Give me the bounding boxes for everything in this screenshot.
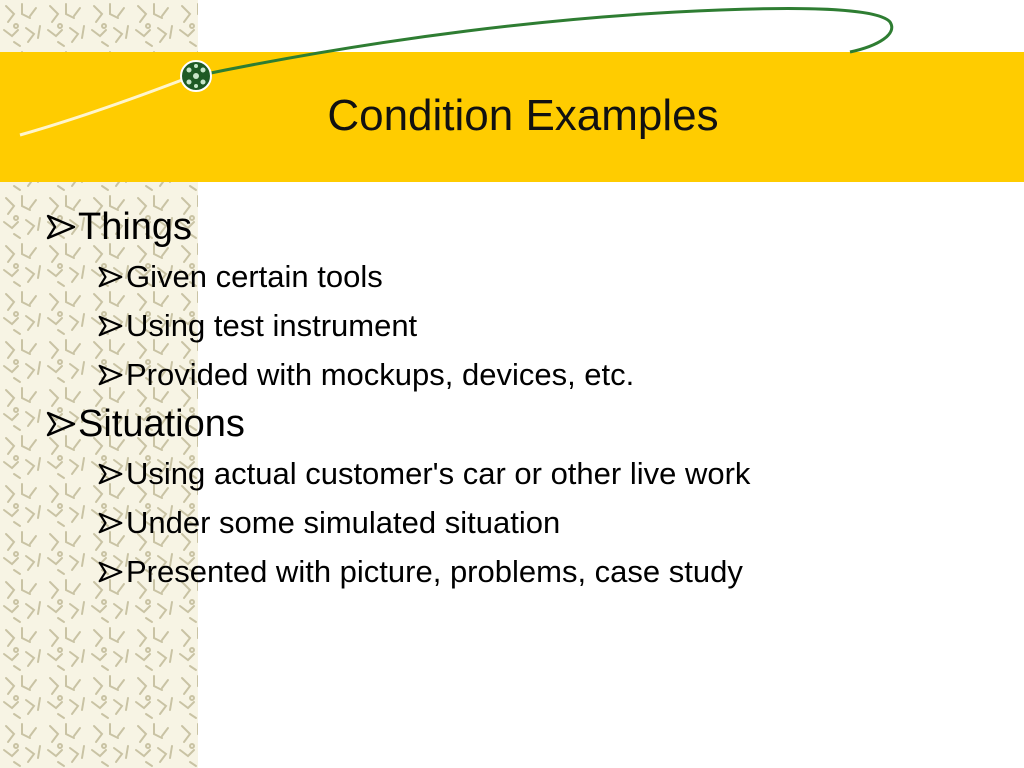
sub-bullet-under-simulated-situation <box>98 498 1006 547</box>
sub-bullet-text: Using actual customer's car or other live work <box>126 456 751 491</box>
sub-bullet-text: Presented with picture, problems, case study <box>126 554 743 589</box>
arrowhead-bullet-icon <box>98 364 123 386</box>
slide-title: Condition Examples <box>327 91 719 140</box>
bullet-text: Things <box>78 206 193 248</box>
sub-bullet-text: Provided with mockups, devices, etc. <box>126 357 635 392</box>
arrowhead-bullet-icon <box>98 266 123 288</box>
arrowhead-bullet-icon <box>98 512 123 534</box>
arrowhead-bullet-icon <box>98 463 123 485</box>
sub-bullet-text: Given certain tools <box>126 259 383 294</box>
sub-bullet-given-certain-tools <box>98 252 1006 301</box>
bullet-text: Situations <box>78 403 245 445</box>
sub-bullet-text: Using test instrument <box>126 308 418 343</box>
arrowhead-bullet-icon <box>98 315 123 337</box>
sub-bullet-provided-with-mockups <box>98 350 1006 399</box>
sub-bullet-using-actual-customers-car <box>98 449 1006 498</box>
molecule-ornament-icon <box>181 61 211 91</box>
arrowhead-bullet-icon <box>98 561 123 583</box>
arrowhead-bullet-icon <box>46 411 76 437</box>
sub-bullet-using-test-instrument <box>98 301 1006 350</box>
arrowhead-bullet-icon <box>46 214 76 240</box>
sub-bullet-presented-with-picture <box>98 547 1006 596</box>
bullet-situations <box>46 399 1006 449</box>
bullet-things <box>46 202 1006 252</box>
bullet-list <box>46 202 1006 596</box>
sub-bullet-text: Under some simulated situation <box>126 505 561 540</box>
